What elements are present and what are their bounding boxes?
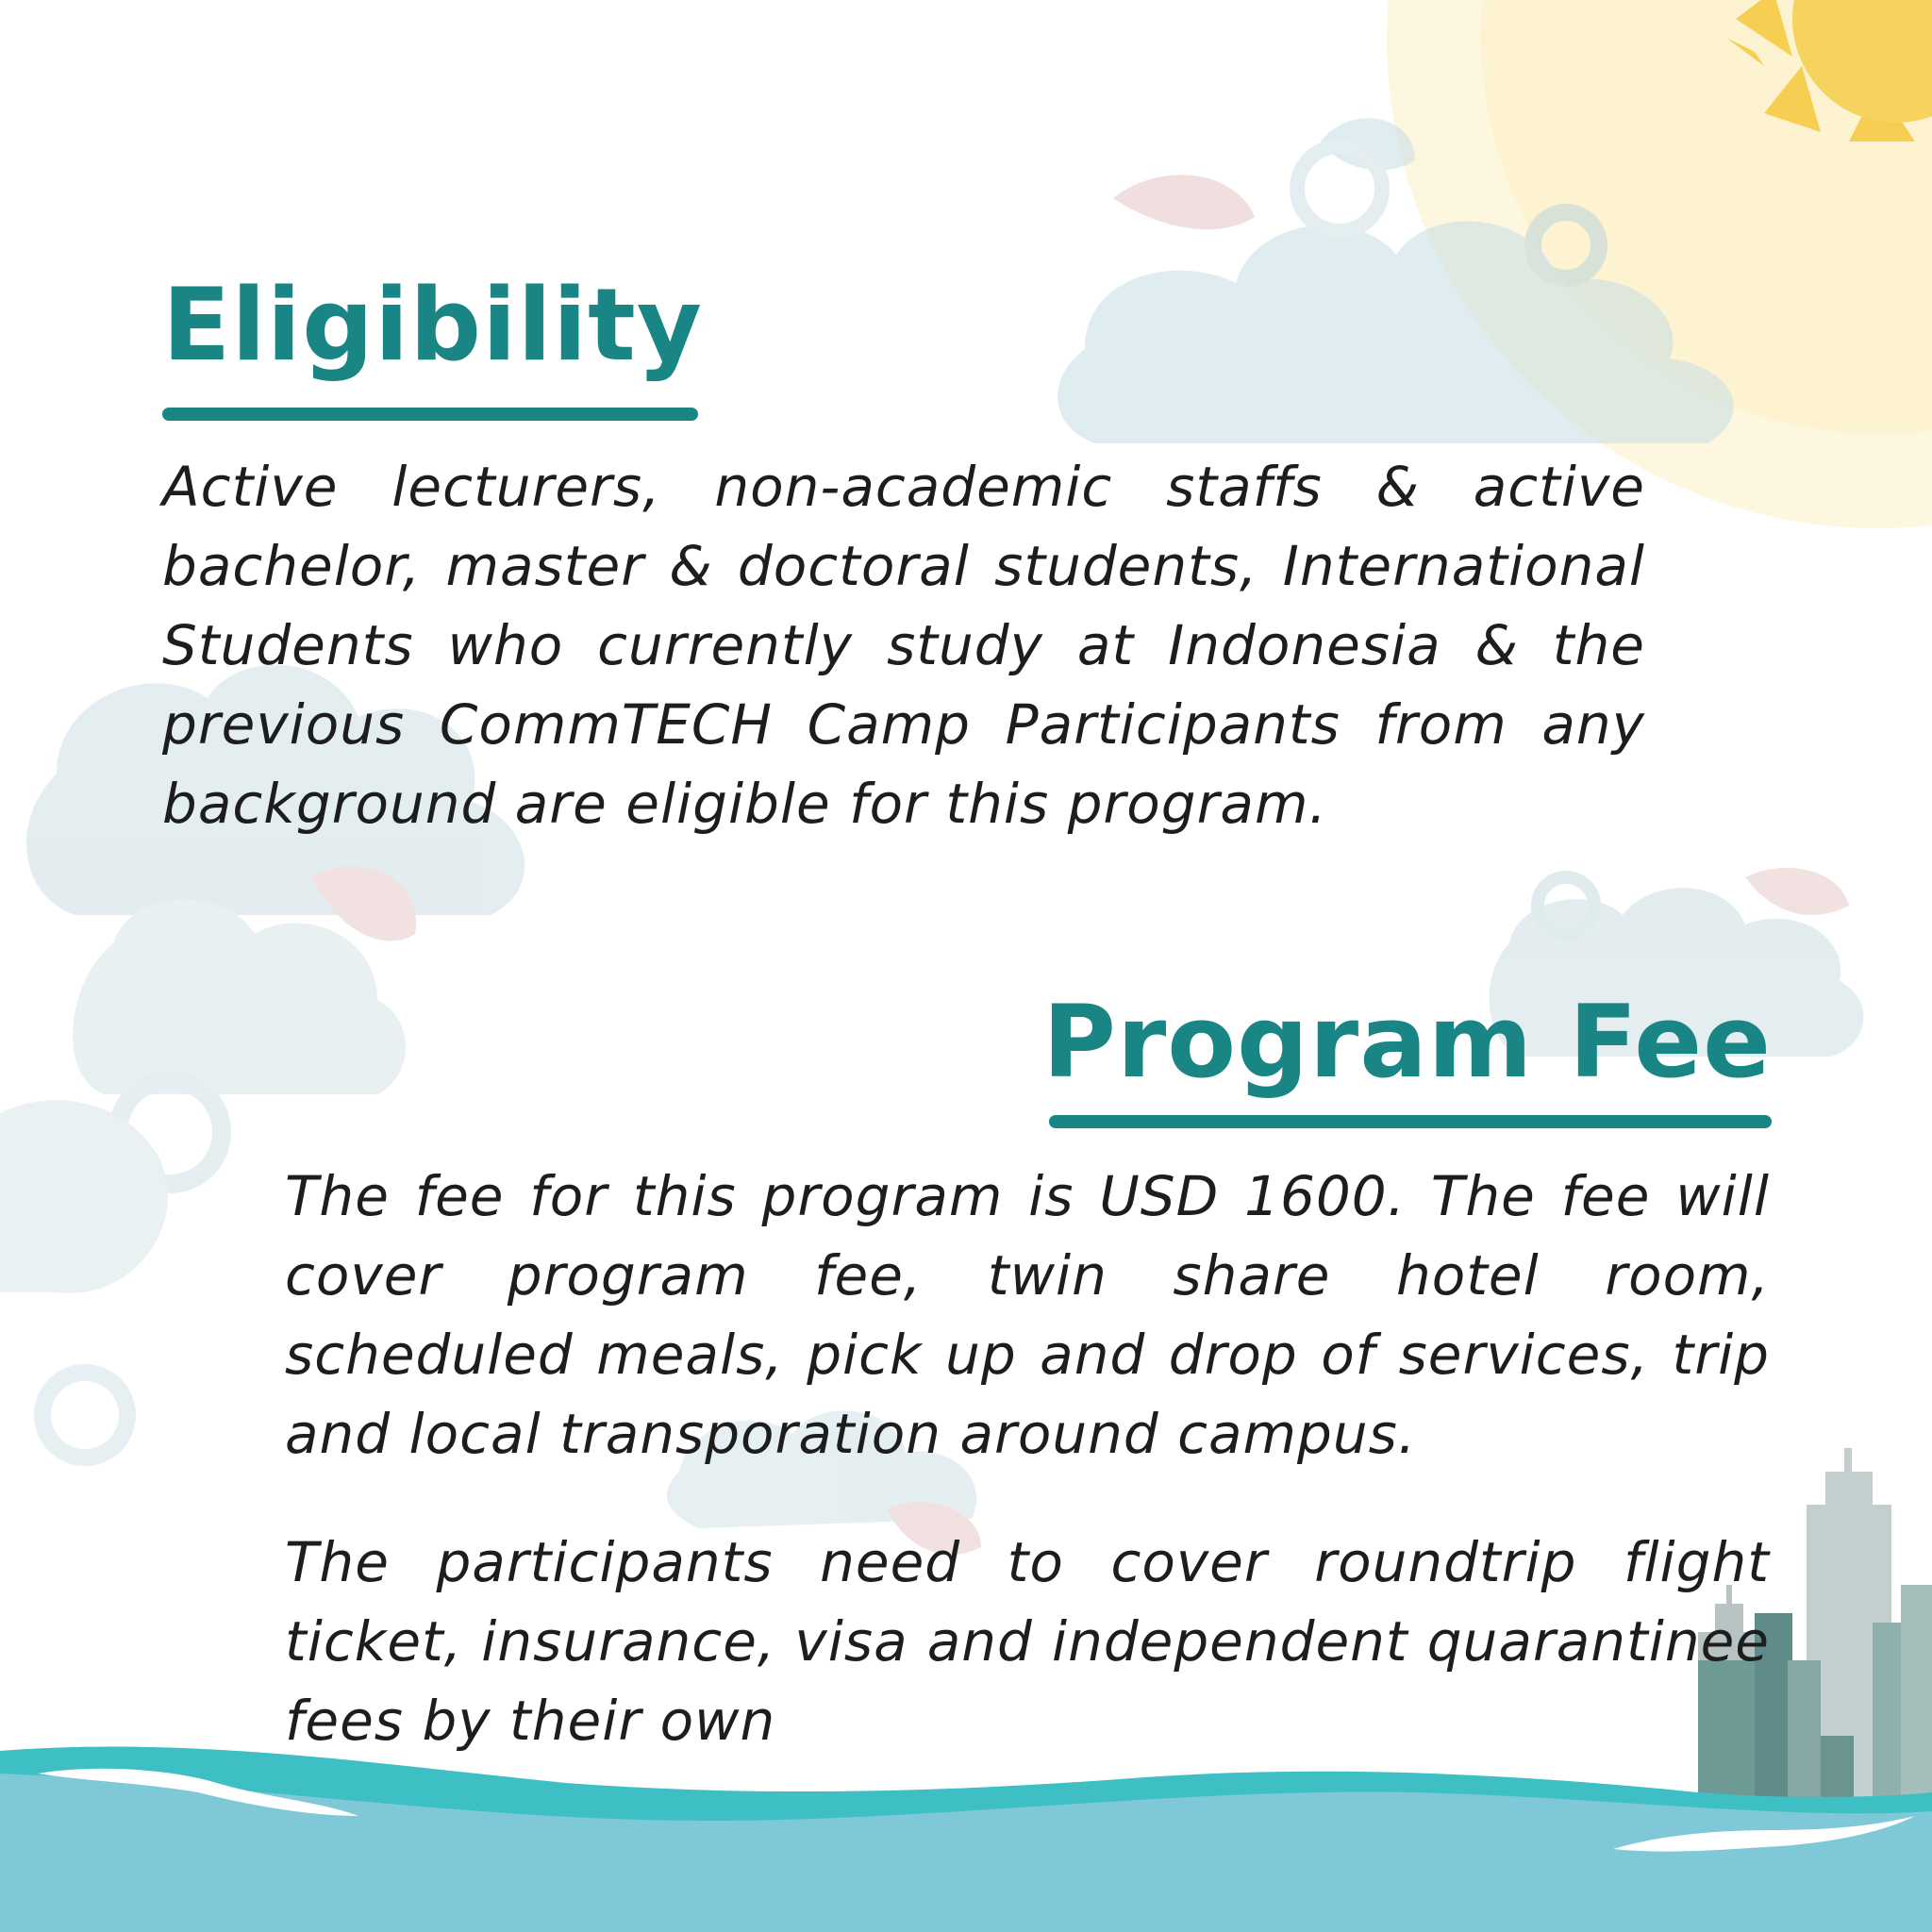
sea-waves-icon [0,1746,1932,1932]
eligibility-underline [162,408,698,421]
program-fee-heading: Program Fee [1042,984,1772,1100]
participant-costs-description: The participants need to cover roundtrip flight ticket, insurance, visa and independent quarantinee fees by their own [285,1530,1770,1753]
eligibility-heading: Eligibility [162,267,703,383]
program-fee-underline [1049,1115,1772,1128]
eligibility-description: Active lecturers, non-academic staffs & active bachelor, master & doctoral students, International Students who currently study at Indonesia & the previous CommTECH Camp Participants from any background are eligible for this program. [162,455,1645,836]
program-fee-description: The fee for this program is USD 1600. The fee will cover program fee, twin share hotel room, scheduled meals, pick up and drop of services, trip and local transporation around campus. [285,1164,1770,1466]
